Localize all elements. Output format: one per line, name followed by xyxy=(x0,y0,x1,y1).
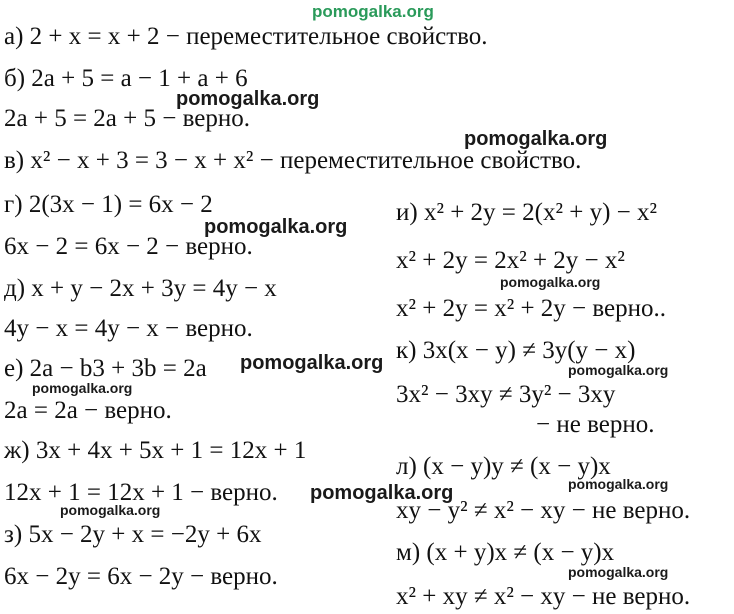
watermark-small-3: pomogalka.org xyxy=(568,362,669,378)
line-e2: 2a = 2a − верно. xyxy=(4,397,172,424)
line-d2: 4y − x = 4y − x − верно. xyxy=(4,315,253,342)
watermark-top: pomogalka.org xyxy=(312,2,434,21)
line-z2: 6x − 2y = 6x − 2y − верно. xyxy=(4,563,278,590)
line-k1: к) 3x(x − y) ≠ 3y(y − x) xyxy=(396,337,636,364)
line-b2: 2a + 5 = 2a + 5 − верно. xyxy=(4,105,250,132)
line-v: в) x² − x + 3 = 3 − x + x² − переместительное свойство. xyxy=(4,147,582,174)
line-b1: б) 2a + 5 = a − 1 + a + 6 xyxy=(4,65,248,92)
line-z1: з) 5x − 2y + x = −2y + 6x xyxy=(4,521,262,548)
watermark-small-5: pomogalka.org xyxy=(60,502,161,518)
watermark-small-2: pomogalka.org xyxy=(32,380,133,396)
line-i1: и) x² + 2y = 2(x² + y) − x² xyxy=(396,199,657,226)
watermark-small-4: pomogalka.org xyxy=(568,476,669,492)
line-zh1: ж) 3x + 4x + 5x + 1 = 12x + 1 xyxy=(4,437,307,464)
line-g2: 6x − 2 = 6x − 2 − верно. xyxy=(4,233,253,260)
line-k2: 3x² − 3xy ≠ 3y² − 3xy xyxy=(396,381,616,408)
watermark-small-1: pomogalka.org xyxy=(500,274,601,290)
line-m2: x² + xy ≠ x² − xy − не верно. xyxy=(396,583,691,610)
line-a: а) 2 + x = x + 2 − переместительное свойство. xyxy=(4,23,488,50)
line-i3: x² + 2y = x² + 2y − верно.. xyxy=(396,295,667,322)
line-l2: xy − y² ≠ x² − xy − не верно. xyxy=(396,497,691,524)
line-k3: − не верно. xyxy=(536,411,655,438)
line-e1: е) 2a − b3 + 3b = 2a xyxy=(4,355,207,382)
watermark-large-1: pomogalka.org xyxy=(176,88,320,110)
line-g1: г) 2(3x − 1) = 6x − 2 xyxy=(4,191,213,218)
line-zh2: 12x + 1 = 12x + 1 − верно. xyxy=(4,479,278,506)
line-m1: м) (x + y)x ≠ (x − y)x xyxy=(396,539,615,566)
line-d1: д) x + y − 2x + 3y = 4y − x xyxy=(4,275,277,302)
line-l1: л) (x − y)y ≠ (x − y)x xyxy=(396,453,611,480)
watermark-large-5: pomogalka.org xyxy=(310,482,454,504)
watermark-small-6: pomogalka.org xyxy=(568,564,669,580)
watermark-large-3: pomogalka.org xyxy=(204,216,348,238)
line-i2: x² + 2y = 2x² + 2y − x² xyxy=(396,247,625,274)
watermark-large-2: pomogalka.org xyxy=(464,128,608,150)
watermark-large-4: pomogalka.org xyxy=(240,352,384,374)
